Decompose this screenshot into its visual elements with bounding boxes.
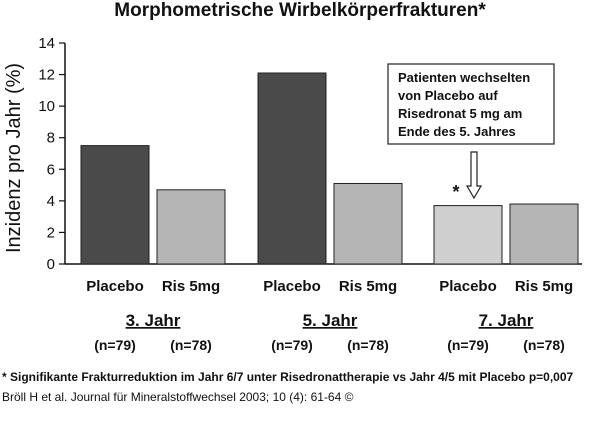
- y-tick-label: 8: [46, 129, 55, 147]
- y-tick-label: 2: [46, 224, 55, 242]
- group-label: 7. Jahr: [478, 311, 534, 330]
- bar-1-2: [157, 190, 225, 264]
- category-label: Ris 5mg: [161, 278, 221, 295]
- y-tick-label: 0: [46, 256, 55, 273]
- sample-size-label: (n=79): [94, 337, 136, 353]
- sample-size-label: (n=78): [523, 337, 565, 353]
- y-tick-label: 10: [38, 98, 55, 116]
- source-citation: Bröll H et al. Journal für Mineralstoffwechsel 2003; 10 (4): 61-64 ©: [2, 390, 354, 404]
- bar-3-1: [434, 206, 502, 264]
- category-label: Ris 5mg: [514, 278, 574, 295]
- category-labels: [86, 278, 573, 353]
- category-label: Placebo: [439, 278, 497, 295]
- annotation-line: von Placebo auf: [398, 88, 498, 103]
- y-tick-label: 12: [38, 66, 55, 84]
- sample-size-label: (n=78): [347, 337, 389, 353]
- bar-2-1: [258, 73, 326, 264]
- footnote: * Signifikante Frakturreduktion im Jahr 6/7 unter Risedronattherapie vs Jahr 4/5 mit Placebo p=0,007: [2, 370, 574, 384]
- category-label: Placebo: [86, 278, 144, 295]
- annotation: [388, 64, 554, 202]
- y-tick-label: 14: [38, 35, 55, 52]
- group-label: 3. Jahr: [125, 311, 181, 330]
- sample-size-label: (n=78): [170, 337, 212, 353]
- bar-1-1: [81, 146, 149, 264]
- sample-size-label: (n=79): [447, 337, 489, 353]
- chart-title: Morphometrische Wirbelkörperfrakturen*: [114, 0, 486, 21]
- arrow-down-icon: [467, 152, 481, 198]
- y-tick-label: 6: [46, 161, 55, 179]
- significance-marker: *: [452, 182, 460, 202]
- category-label: Placebo: [263, 278, 321, 295]
- group-label: 5. Jahr: [302, 311, 358, 330]
- category-label: Ris 5mg: [338, 278, 398, 295]
- bar-2-2: [334, 183, 402, 264]
- sample-size-label: (n=79): [271, 337, 313, 353]
- annotation-line: Ende des 5. Jahres: [398, 124, 516, 139]
- bar-3-2: [510, 204, 578, 264]
- annotation-line: Risedronat 5 mg am: [398, 106, 523, 121]
- y-tick-label: 4: [46, 192, 55, 210]
- annotation-line: Patienten wechselten: [398, 70, 531, 85]
- y-axis-label: Inzidenz pro Jahr (%): [3, 62, 25, 254]
